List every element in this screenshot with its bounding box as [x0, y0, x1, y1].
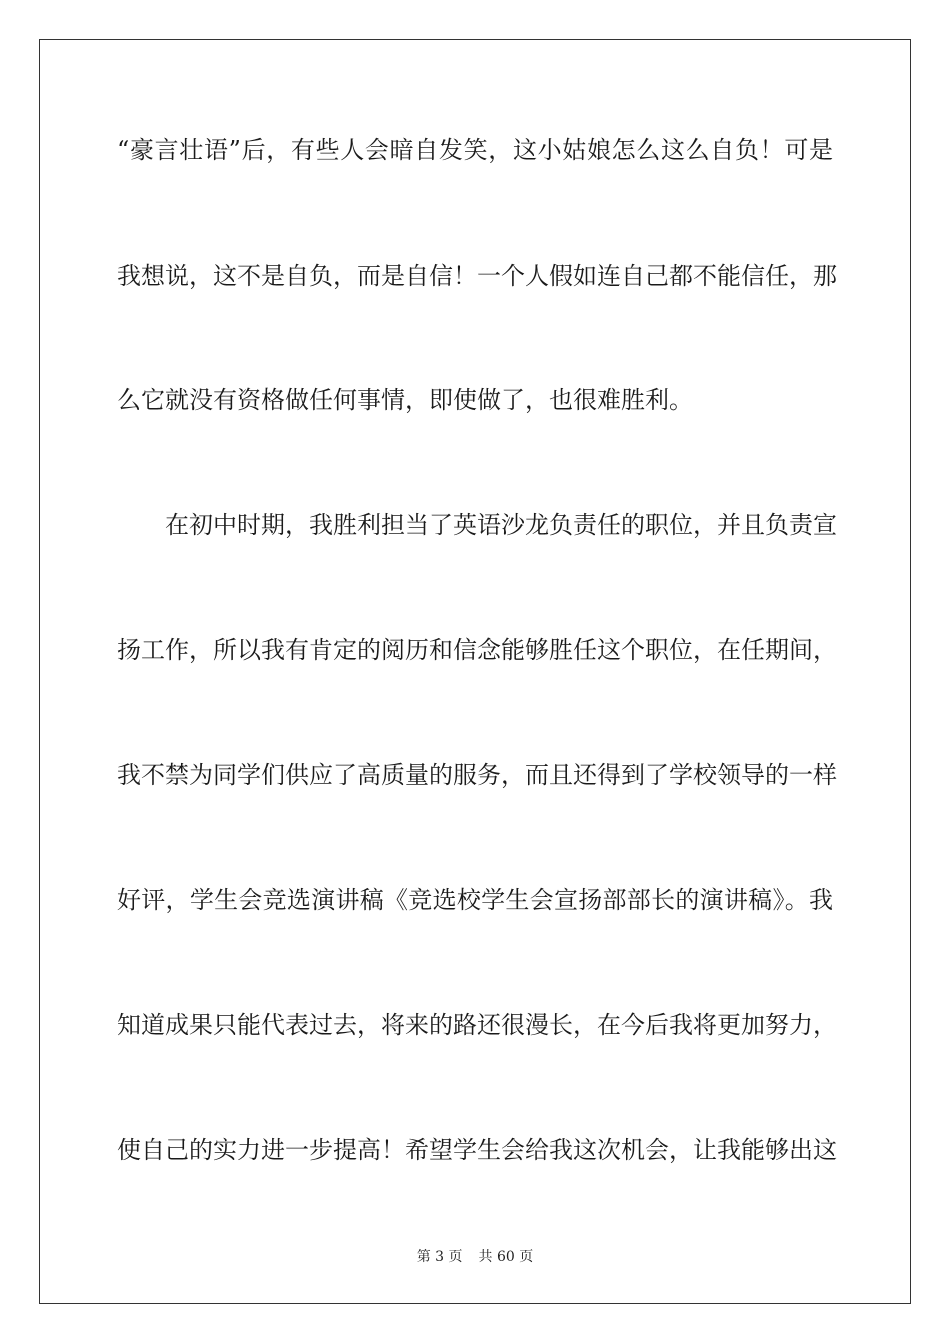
- body-text-line-6: 我不禁为同学们供应了高质量的服务，而且还得到了学校领导的一样: [117, 761, 837, 789]
- body-text-line-7: 好评，学生会竞选演讲稿《竞选校学生会宣扬部部长的演讲稿》。我: [117, 886, 833, 914]
- body-text-line-2: 我想说，这不是自负，而是自信！一个人假如连自己都不能信任，那: [117, 262, 837, 290]
- page-footer: [0, 1248, 950, 1266]
- page-total: 共 60 页: [478, 1249, 534, 1265]
- body-text-line-8: 知道成果只能代表过去，将来的路还很漫长，在今后我将更加努力，: [117, 1011, 837, 1039]
- page-border: [39, 39, 911, 1304]
- page-number: 第 3 页: [416, 1249, 463, 1265]
- body-text-line-5: 扬工作，所以我有肯定的阅历和信念能够胜任这个职位，在任期间，: [117, 636, 837, 664]
- body-text-line-3: 么它就没有资格做任何事情，即使做了，也很难胜利。: [117, 386, 693, 414]
- body-text-line-4: 在初中时期，我胜利担当了英语沙龙负责任的职位，并且负责宣: [165, 511, 837, 539]
- body-text-line-1: “豪言壮语”后，有些人会暗自发笑，这小姑娘怎么这么自负！可是: [117, 136, 833, 164]
- body-text-line-9: 使自己的实力进一步提高！希望学生会给我这次机会，让我能够出这: [117, 1136, 837, 1164]
